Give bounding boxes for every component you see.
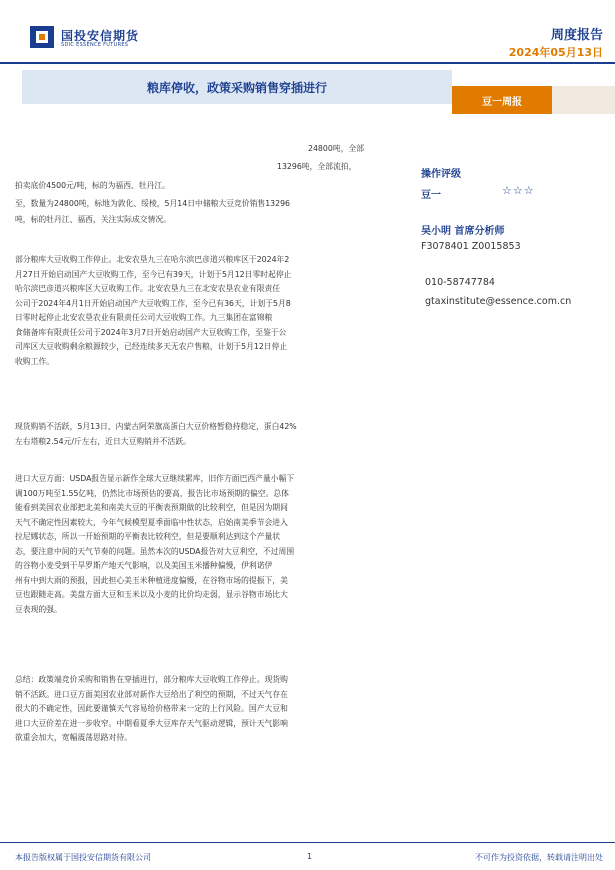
footer-divider [0,842,615,843]
tag-tail-block [552,86,615,114]
analyst-name: 吴小明 首席分析师 [421,226,505,237]
intro-line: 拍卖底价4500元/吨，标的为福西、牡丹江。 [15,181,171,190]
rating-product: 豆一 [421,190,441,201]
paragraph-purchase-stop [15,253,291,369]
text-line: 豆也跟随走高。美盘方面大豆和玉米以及小麦的比价均走弱，显示谷物市场比大 [15,590,288,599]
footer-disclaimer: 不可作为投资依据，转载请注明出处 [475,853,603,862]
text-line: 州有中到大雨的预报，因此担心美玉米种植进度偏慢，在谷物市场的提振下，美 [15,575,288,585]
analyst-email[interactable]: gtaxinstitute@essence.com.cn [425,296,572,307]
rating-stars-icon: ☆☆☆ [502,184,535,197]
category-tag-label: 豆一周报 [482,97,522,108]
analyst-license: F3078401 Z0015853 [421,241,521,252]
report-type: 周度报告 [550,28,603,43]
header-divider [0,62,615,64]
text-line: 天气不确定性因素较大，今年气候模型夏季面临中性状态，启始南美季节会进入 [15,517,288,527]
text-line: 日零时起停止北安农垦农业有限责任公司大豆收购工作。九三集团在富锦粮 [15,313,273,322]
rating-heading: 操作评级 [421,169,461,180]
intro-line: 24800吨，全部 [308,144,364,153]
text-line: 调100万吨至1.55亿吨，仍然比市场预估的要高，报告比市场预期的偏空。总体 [15,488,289,498]
text-line: 总结：政策端竞价采购和销售在穿插进行，部分粮库大豆收购工作停止。现货购 [15,675,288,684]
page-number: 1 [307,852,313,861]
text-line: 欲重会加大，宽幅震荡思路对待。 [15,733,132,742]
intro-line: 至，数量为24800吨，标地为敦化、绥棱，5月14日中储粮大豆竞价销售13296 [15,199,291,208]
text-line: 部分粮库大豆收购工作停止。北安农垦九三在哈尔滨巴彦道兴粮库区于2024年2 [15,255,290,264]
text-line: 很大的不确定性，因此要谨慎天气容易给价格带来一定的上行风险。国产大豆和 [15,704,288,713]
company-name: 国投安信期货 [61,29,140,43]
document-title: 粮库停收，政策采购销售穿插进行 [146,81,327,95]
text-line: 食储备库有限责任公司于2024年3月7日开始启动国产大豆收购工作，至鉴于公 [15,327,287,337]
analyst-phone: 010-58747784 [425,277,495,288]
text-line: 进口大豆方面：USDA报告显示新作全球大豆继续累库，旧作方面巴西产量小幅下 [15,474,295,483]
company-name-en: SDIC ESSENCE FUTURES [61,42,129,48]
text-line: 司库区大豆收购剩余粮源较少，已经连续多天无农户售粮，计划于5月12日停止 [15,342,288,351]
company-logo-icon [30,26,54,48]
text-line: 拉尼娜状态，所以一开始预期的平衡表比较利空，但是要顺利达到这个产量状 [15,532,281,541]
report-date: 2024年05月13日 [508,46,603,59]
paragraph-spot-market [15,420,297,449]
text-line: 豆表现的强。 [15,604,62,614]
paragraph-imported-soybean [15,472,294,617]
text-line: 销不活跃。进口豆方面美国农业部对新作大豆给出了利空的预期，不过天气存在 [15,689,288,699]
text-line: 月27日开始启动国产大豆收购工作，至今已有39天，计划于5月12日零时起停止 [15,269,292,279]
footer-copyright: 本报告版权属于国投安信期货有限公司 [15,853,151,862]
intro-line: 吨，标的牡丹江、福西，关注实际成交情况。 [15,215,171,224]
paragraph-summary [15,673,288,746]
text-line: 左右塔粮2.54元/斤左右，近日大豆购销并不活跃。 [15,436,191,446]
text-line: 收购工作。 [15,356,54,366]
text-line: 的谷物小麦受到干旱罗斯产地天气影响，以及美国玉米播种偏慢，伊利诺伊 [15,561,273,570]
text-line: 哈尔滨巴彦道兴粮库区大豆收购工作。北安农垦九三在北安农垦农业有限责任 [15,284,281,293]
intro-line: 13296吨，全部流拍， [277,162,357,171]
text-line: 公司于2024年4月1日开始启动国产大豆收购工作，至今已有36天，计划于5月8 [15,298,291,308]
text-line: 态，要注意中间的天气节奏的问题。虽然本次的USDA报告对大豆利空，不过周围 [15,546,295,556]
text-line: 能看到美国农业部把北美和南美大豆的平衡表预期做的比较利空，但是因为期间 [15,503,288,512]
text-line: 进口大豆价差在进一步收窄。中期看夏季大豆库存天气驱动逻辑，预计天气影响 [15,718,288,728]
text-line: 现货购销不活跃，5月13日，内蒙古阿荣旗高蛋白大豆价格暂稳持稳定，蛋白42% [15,422,297,431]
